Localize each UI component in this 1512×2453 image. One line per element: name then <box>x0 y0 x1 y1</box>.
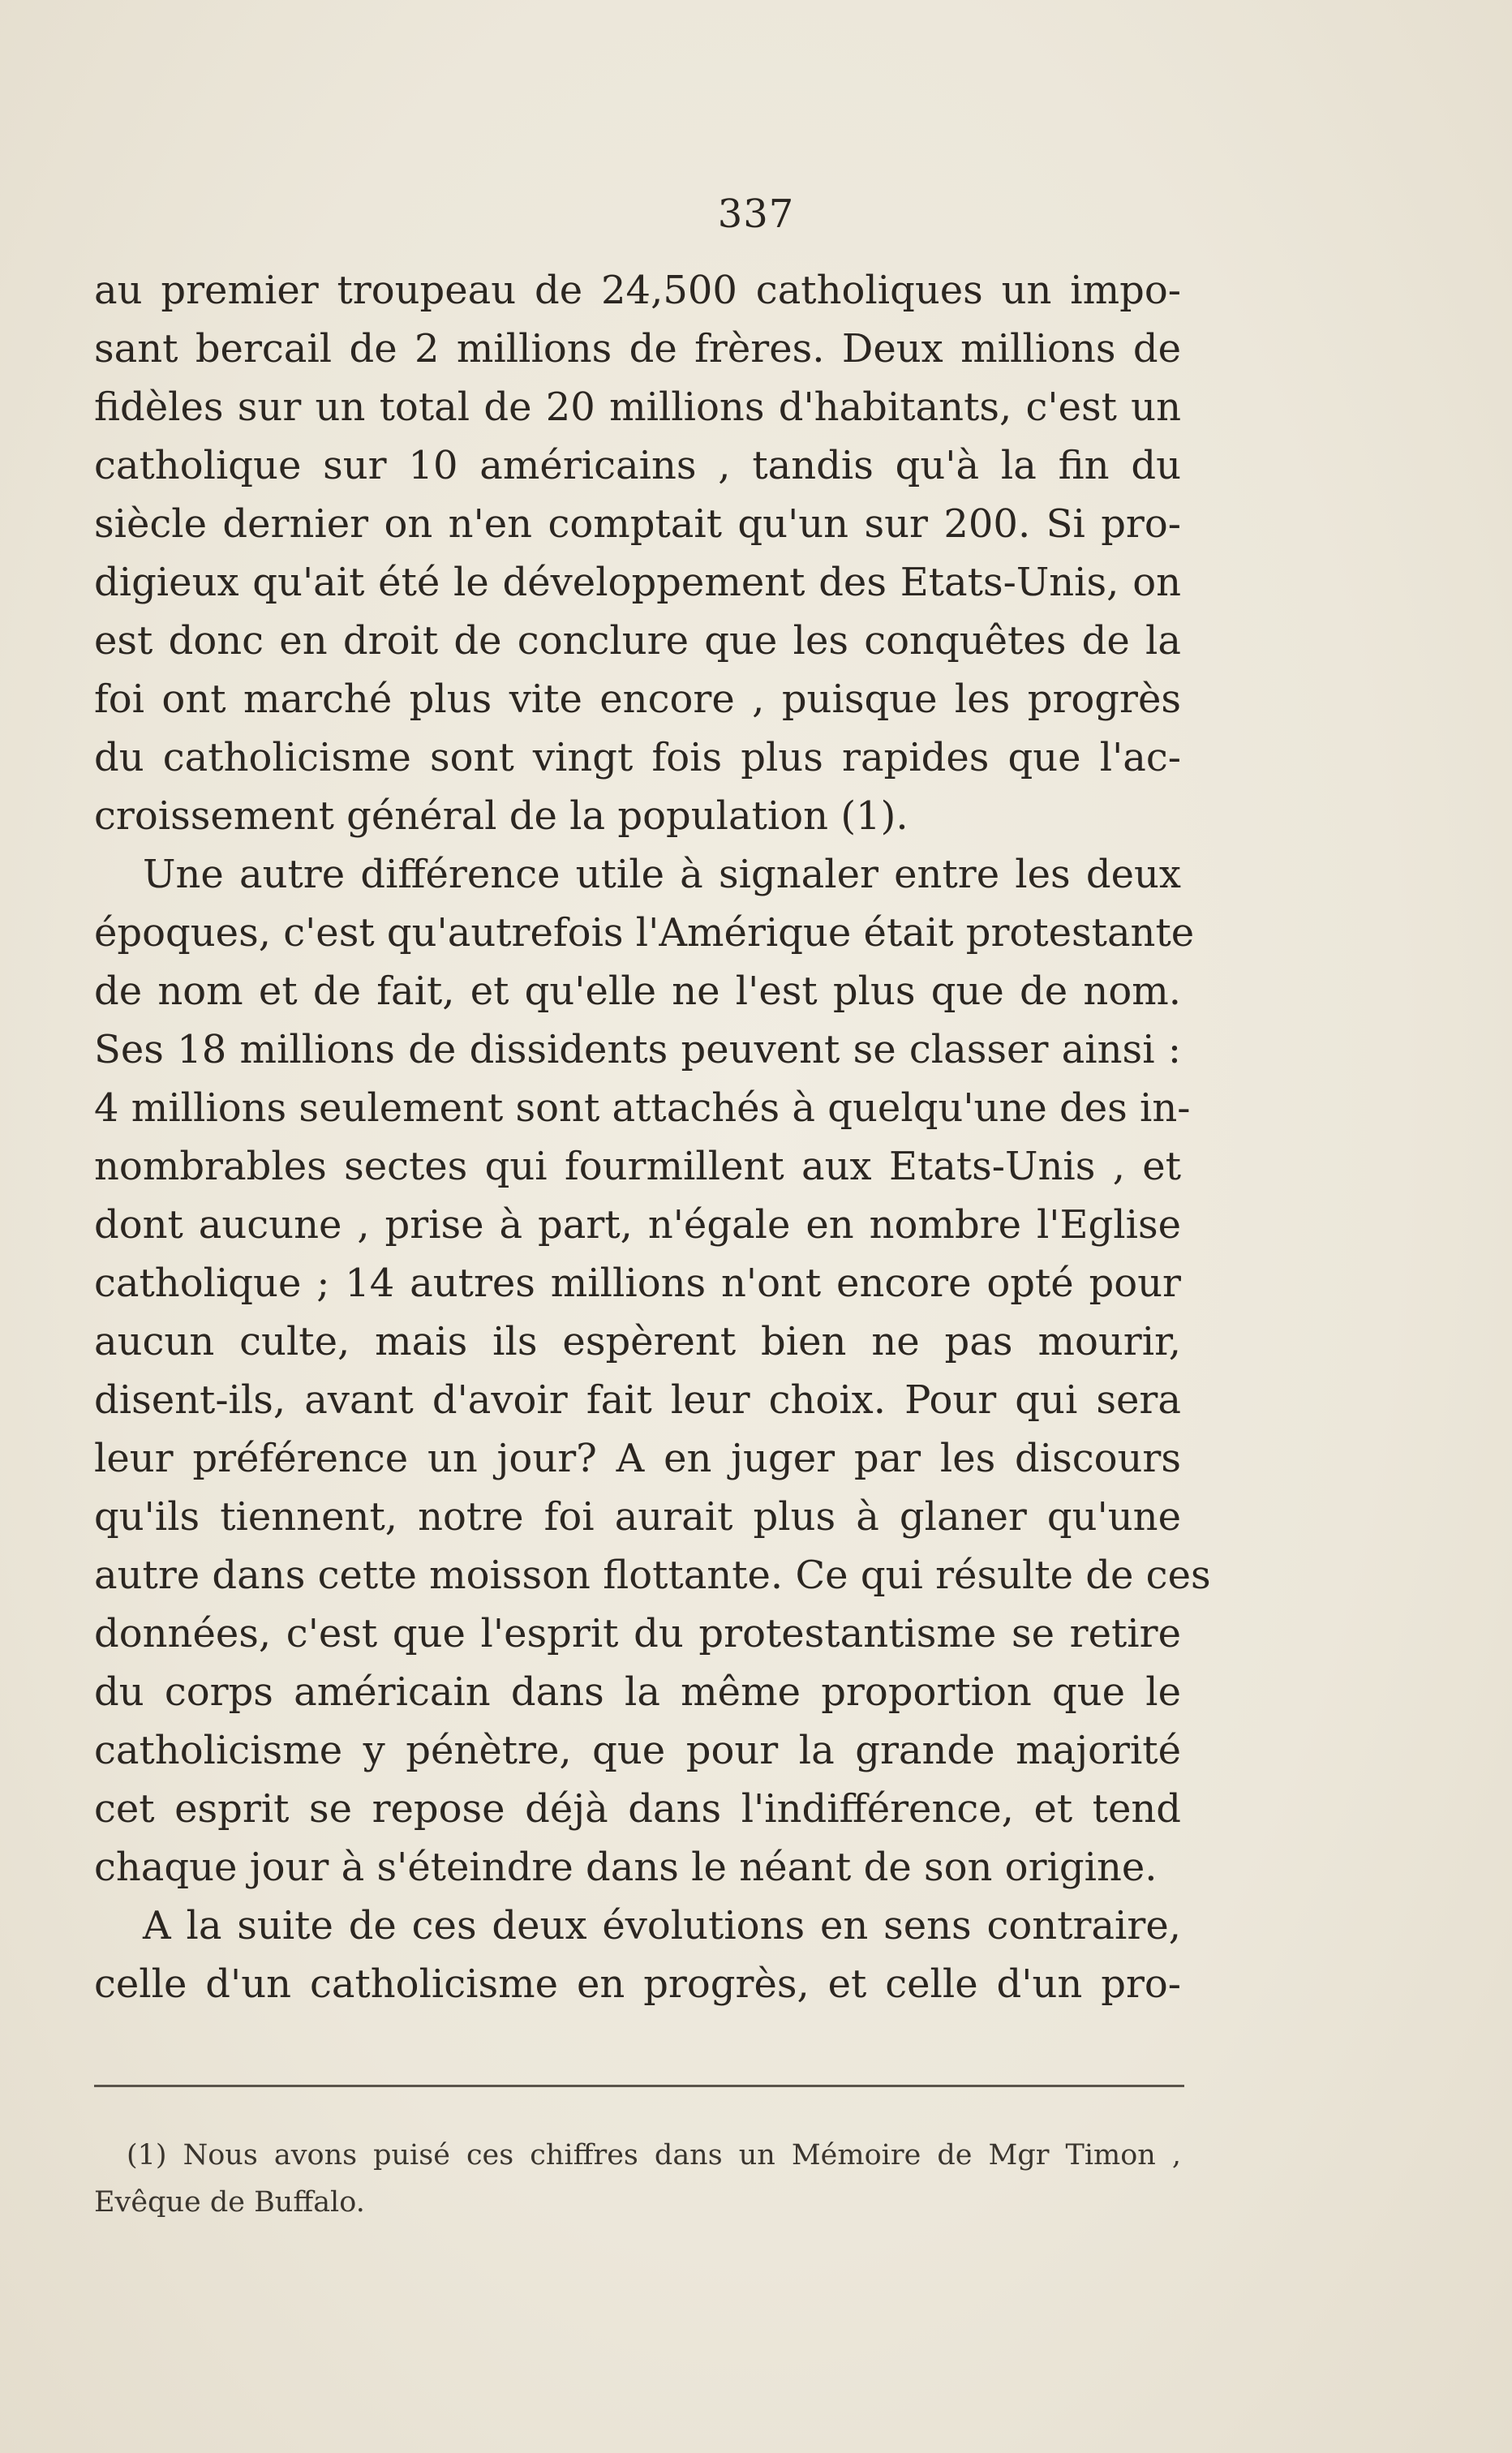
text-line: Une autre différence utile à signaler entre les deux <box>143 852 1181 897</box>
text-line: de nom et de fait, et qu'elle ne l'est plus que de nom. <box>94 969 1181 1014</box>
text-line: chaque jour à s'éteindre dans le néant de son origine. <box>94 1845 1158 1890</box>
text-line: foi ont marché plus vite encore , puisque les progrès <box>94 677 1181 722</box>
footnote-divider <box>94 2085 1184 2087</box>
text-line: nombrables sectes qui fourmillent aux Etats-Unis , et <box>94 1144 1181 1189</box>
body-text <box>94 261 1211 2013</box>
footnote-line: (1) Nous avons puisé ces chiffres dans un Mémoire de Mgr Timon , <box>127 2139 1181 2172</box>
text-line: Ses 18 millions de dissidents peuvent se classer ainsi : <box>94 1027 1181 1072</box>
text-line: du corps américain dans la même proportion que le <box>94 1669 1181 1715</box>
text-line: digieux qu'ait été le développement des Etats-Unis, on <box>94 560 1181 605</box>
text-line: données, c'est que l'esprit du protestantisme se retire <box>94 1611 1181 1656</box>
text-line: disent-ils, avant d'avoir fait leur choix. Pour qui sera <box>94 1377 1181 1423</box>
text-line: sant bercail de 2 millions de frères. Deux millions de <box>94 326 1181 372</box>
text-line: aucun culte, mais ils espèrent bien ne pas mourir, <box>94 1319 1181 1364</box>
text-line: 4 millions seulement sont attachés à quelqu'une des in- <box>94 1085 1191 1131</box>
text-line: celle d'un catholicisme en progrès, et celle d'un pro- <box>94 1961 1181 2007</box>
footnote <box>94 2132 1181 2226</box>
text-line: A la suite de ces deux évolutions en sens contraire, <box>143 1903 1181 1948</box>
footnote-line: Evêque de Buffalo. <box>94 2186 365 2219</box>
text-line: croissement général de la population (1). <box>94 793 908 839</box>
text-line: époques, c'est qu'autrefois l'Amérique était protestante <box>94 910 1195 956</box>
text-line: est donc en droit de conclure que les conquêtes de la <box>94 618 1181 664</box>
text-line: catholique sur 10 américains , tandis qu'à la fin du <box>94 443 1181 488</box>
text-line: fidèles sur un total de 20 millions d'habitants, c'est un <box>94 384 1181 430</box>
text-line: au premier troupeau de 24,500 catholiques un impo- <box>94 268 1181 313</box>
text-line: catholique ; 14 autres millions n'ont encore opté pour <box>94 1261 1181 1306</box>
text-line: autre dans cette moisson flottante. Ce qui résulte de ces <box>94 1553 1211 1598</box>
text-line: siècle dernier on n'en comptait qu'un sur 200. Si pro- <box>94 501 1181 547</box>
text-line: dont aucune , prise à part, n'égale en nombre l'Eglise <box>94 1202 1181 1248</box>
text-line: du catholicisme sont vingt fois plus rapides que l'ac- <box>94 735 1181 780</box>
page-number: 337 <box>717 191 795 237</box>
text-line: leur préférence un jour? A en juger par les discours <box>94 1436 1181 1481</box>
text-line: cet esprit se repose déjà dans l'indifférence, et tend <box>94 1786 1181 1832</box>
text-line: qu'ils tiennent, notre foi aurait plus à glaner qu'une <box>94 1494 1181 1540</box>
text-line: catholicisme y pénètre, que pour la grande majorité <box>94 1728 1181 1773</box>
